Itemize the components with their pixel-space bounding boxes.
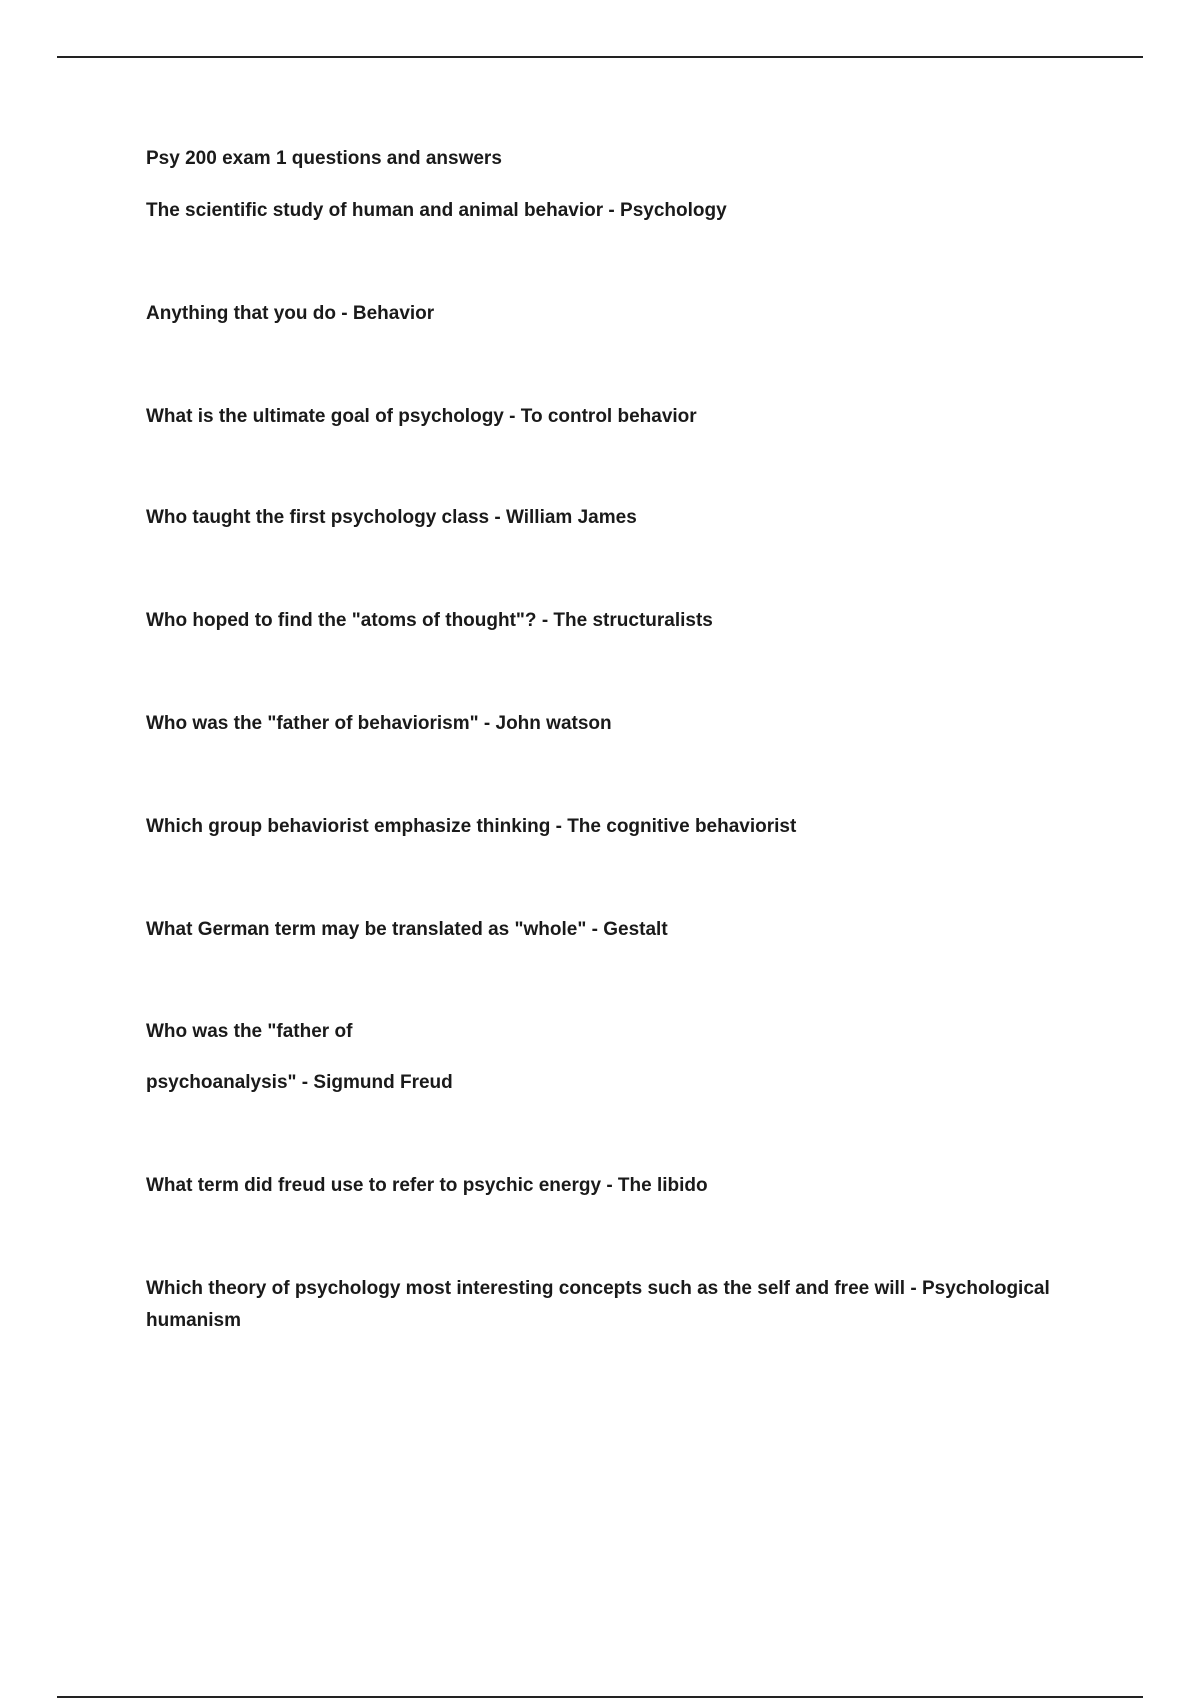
bottom-rule [57, 1696, 1143, 1698]
qa-entry: Who hoped to find the "atoms of thought"? - The structuralists [146, 610, 713, 631]
document-title: Psy 200 exam 1 questions and answers [146, 148, 502, 169]
qa-entry: The scientific study of human and animal behavior - Psychology [146, 200, 727, 221]
top-rule [57, 56, 1143, 58]
qa-entry: What German term may be translated as "whole" - Gestalt [146, 919, 668, 940]
qa-entry: Who taught the first psychology class - William James [146, 507, 637, 528]
qa-entry: Who was the "father of behaviorism" - John watson [146, 713, 612, 734]
qa-entry: What term did freud use to refer to psychic energy - The libido [146, 1175, 708, 1196]
qa-entry: psychoanalysis" - Sigmund Freud [146, 1072, 453, 1093]
qa-entry: Anything that you do - Behavior [146, 303, 435, 324]
qa-entry: Which theory of psychology most interesting concepts such as the self and free will - Psychological humanism [146, 1278, 1050, 1331]
qa-entry: Which group behaviorist emphasize thinking - The cognitive behaviorist [146, 816, 797, 837]
qa-entry: What is the ultimate goal of psychology - To control behavior [146, 406, 697, 427]
qa-entry: Who was the "father of [146, 1021, 353, 1042]
